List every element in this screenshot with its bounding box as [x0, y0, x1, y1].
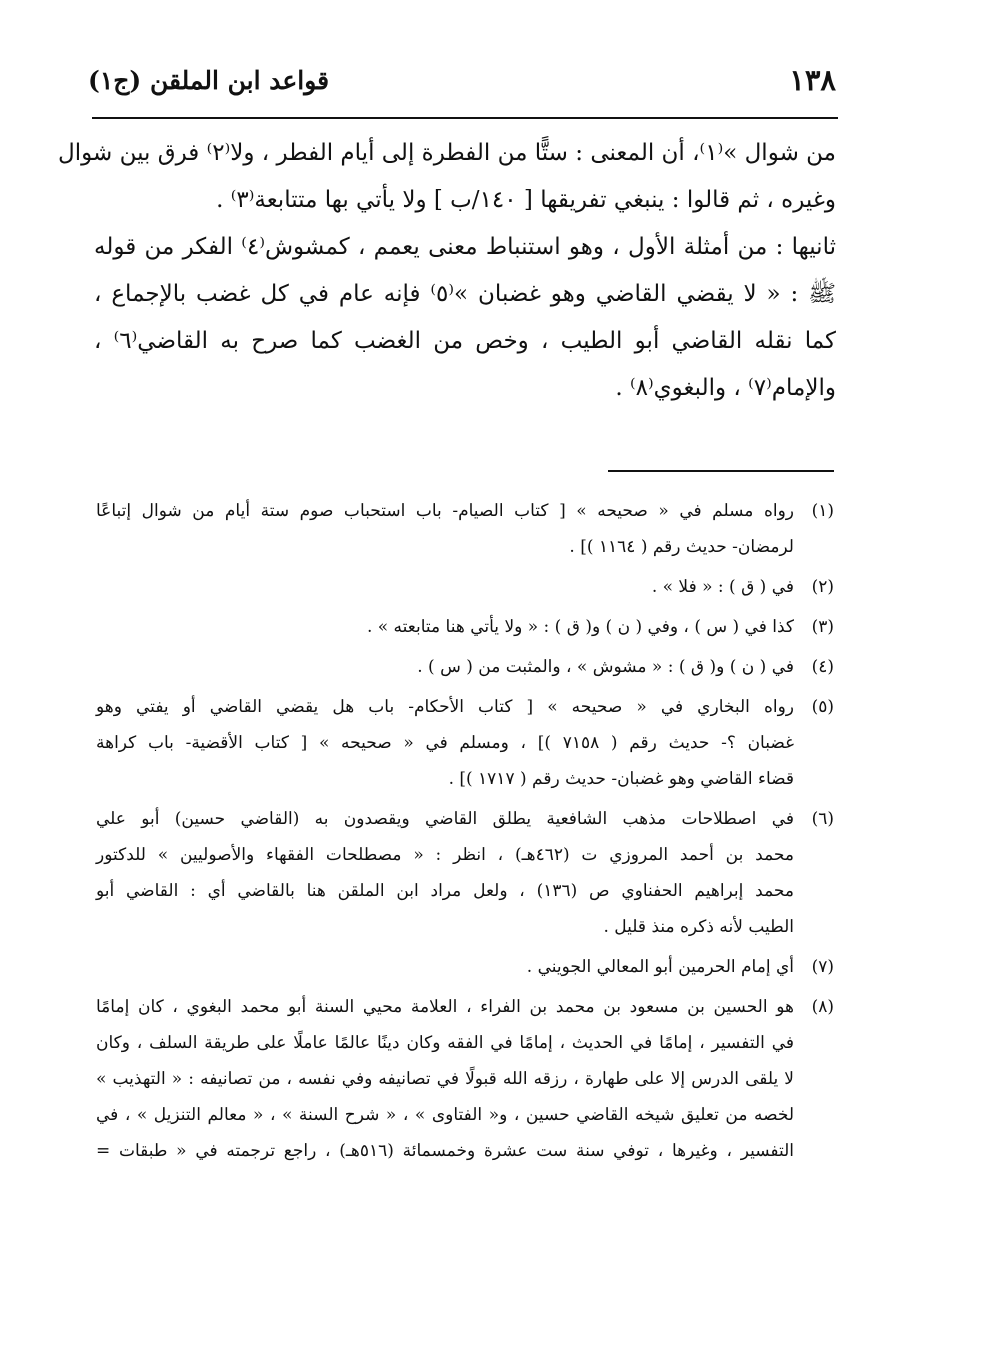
- footnote-number: (٥): [811, 697, 834, 717]
- header-divider: [92, 117, 838, 119]
- footnote: [96, 689, 834, 797]
- footnote-line: لخصه من تعليق شيخه القاضي حسين ، و« الفتاوى » ، « شرح السنة » ، « معالم التنزيل » ، في: [96, 1105, 794, 1125]
- page-number: ١٣٨: [789, 63, 836, 97]
- page-header: [88, 56, 836, 104]
- footnote-number: (٧): [811, 957, 834, 977]
- main-text-line: ثانيها : من أمثلة الأول ، وهو استنباط معنى يعمم ، كمشوش⁽٤⁾ الفكر من قوله: [94, 234, 836, 260]
- main-text-line: كما نقله القاضي أبو الطيب ، وخص من الغضب كما صرح به القاضي⁽٦⁾ ،: [94, 328, 836, 354]
- footnote-number: (١): [811, 501, 834, 521]
- main-text-line: والإمام⁽٧⁾ ، والبغوي⁽٨⁾ .: [615, 375, 836, 401]
- footnote: [96, 609, 834, 645]
- footnote-number: (٣): [811, 617, 834, 637]
- footnote: [96, 569, 834, 605]
- footnote-line: التفسير ، وغيرها ، توفي سنة ست عشرة وخمسمائة (٥١٦هـ) ، راجع ترجمته في « طبقات =: [96, 1141, 794, 1161]
- footnote-line: في ( ن ) و( ق ) : « مشوش » ، والمثبت من ( س ) .: [417, 657, 794, 677]
- footnote-line: رواه مسلم في « صحيحه » [ كتاب الصيام- باب استحباب صوم ستة أيام من شوال إتباعًا: [96, 501, 794, 521]
- footnotes: [96, 493, 834, 1169]
- footnote-line: محمد إبراهيم الحفناوي ص (١٣٦) ، ولعل مراد ابن الملقن هنا بالقاضي أي : القاضي أبو: [96, 881, 794, 901]
- footnote-line: غضبان ؟- حديث رقم ( ٧١٥٨ )] ، ومسلم في « صحيحه » [ كتاب الأقضية- باب كراهة: [96, 733, 794, 753]
- main-text-line: وغيره ، ثم قالوا : ينبغي تفريقها [ ١٤٠/ب ] ولا يأتي بها متتابعة⁽٣⁾ .: [216, 187, 836, 213]
- footnote-line: كذا في ( س ) ، وفي ( ن ) و( ق ) : « ولا يأتي هنا متابعته » .: [366, 617, 794, 637]
- footnote: [96, 649, 834, 685]
- footnote-number: (٦): [811, 809, 834, 829]
- footnote-number: (٤): [811, 657, 834, 677]
- main-text-line: ﷺ : « لا يقضي القاضي وهو غضبان »⁽٥⁾ فإنه عام في كل غضب بالإجماع ،: [94, 281, 836, 307]
- footnote-line: لرمضان- حديث رقم ( ١١٦٤ )] .: [569, 537, 794, 557]
- footnote-line: رواه البخاري في « صحيحه » [ كتاب الأحكام- باب هل يقضي القاضي أو يفتي وهو: [96, 697, 794, 717]
- footnote-line: لا يلقى الدرس إلا على طهارة ، رزقه الله قبولًا في تصانيفه وفي نفسه ، من تصانيفه : « التهذيب »: [96, 1069, 794, 1089]
- footnote: [96, 949, 834, 985]
- footnote: [96, 801, 834, 945]
- running-title: قواعد ابن الملقن (ج١): [88, 65, 330, 95]
- footnote-divider: [608, 470, 834, 472]
- footnote-line: محمد بن أحمد المروزي ت (٤٦٢هـ) ، انظر : « مصطلحات الفقهاء والأصوليين » للدكتور: [96, 845, 794, 865]
- footnote-number: (٨): [811, 997, 834, 1017]
- footnote-line: في ( ق ) : « فلا » .: [651, 577, 794, 597]
- footnote: [96, 493, 834, 565]
- footnote-line: أي إمام الحرمين أبو المعالي الجويني .: [526, 957, 794, 977]
- main-text-line: من شوال »⁽١⁾، أن المعنى : ستًّا من الفطرة إلى أيام الفطر ، ولا⁽٢⁾ فرق بين شوال: [58, 140, 836, 166]
- footnote-line: هو الحسين بن مسعود بن محمد بن الفراء ، العلامة محيي السنة أبو محمد البغوي ، كان إمامًا: [96, 997, 794, 1017]
- footnote-line: الطيب لأنه ذكره منذ قليل .: [603, 917, 794, 937]
- footnote: [96, 989, 834, 1169]
- main-text: [58, 130, 836, 412]
- footnote-line: في التفسير ، إمامًا في الحديث ، إمامًا في الفقه وكان دينًا عالمًا عاملًا على طريقة السلف ، وكان: [96, 1033, 794, 1053]
- footnote-number: (٢): [811, 577, 834, 597]
- footnote-line: في اصطلاحات مذهب الشافعية يطلق القاضي ويقصدون به (القاضي حسين) أبو علي: [96, 809, 794, 829]
- footnote-line: قضاء القاضي وهو غضبان- حديث رقم ( ١٧١٧ )] .: [448, 769, 794, 789]
